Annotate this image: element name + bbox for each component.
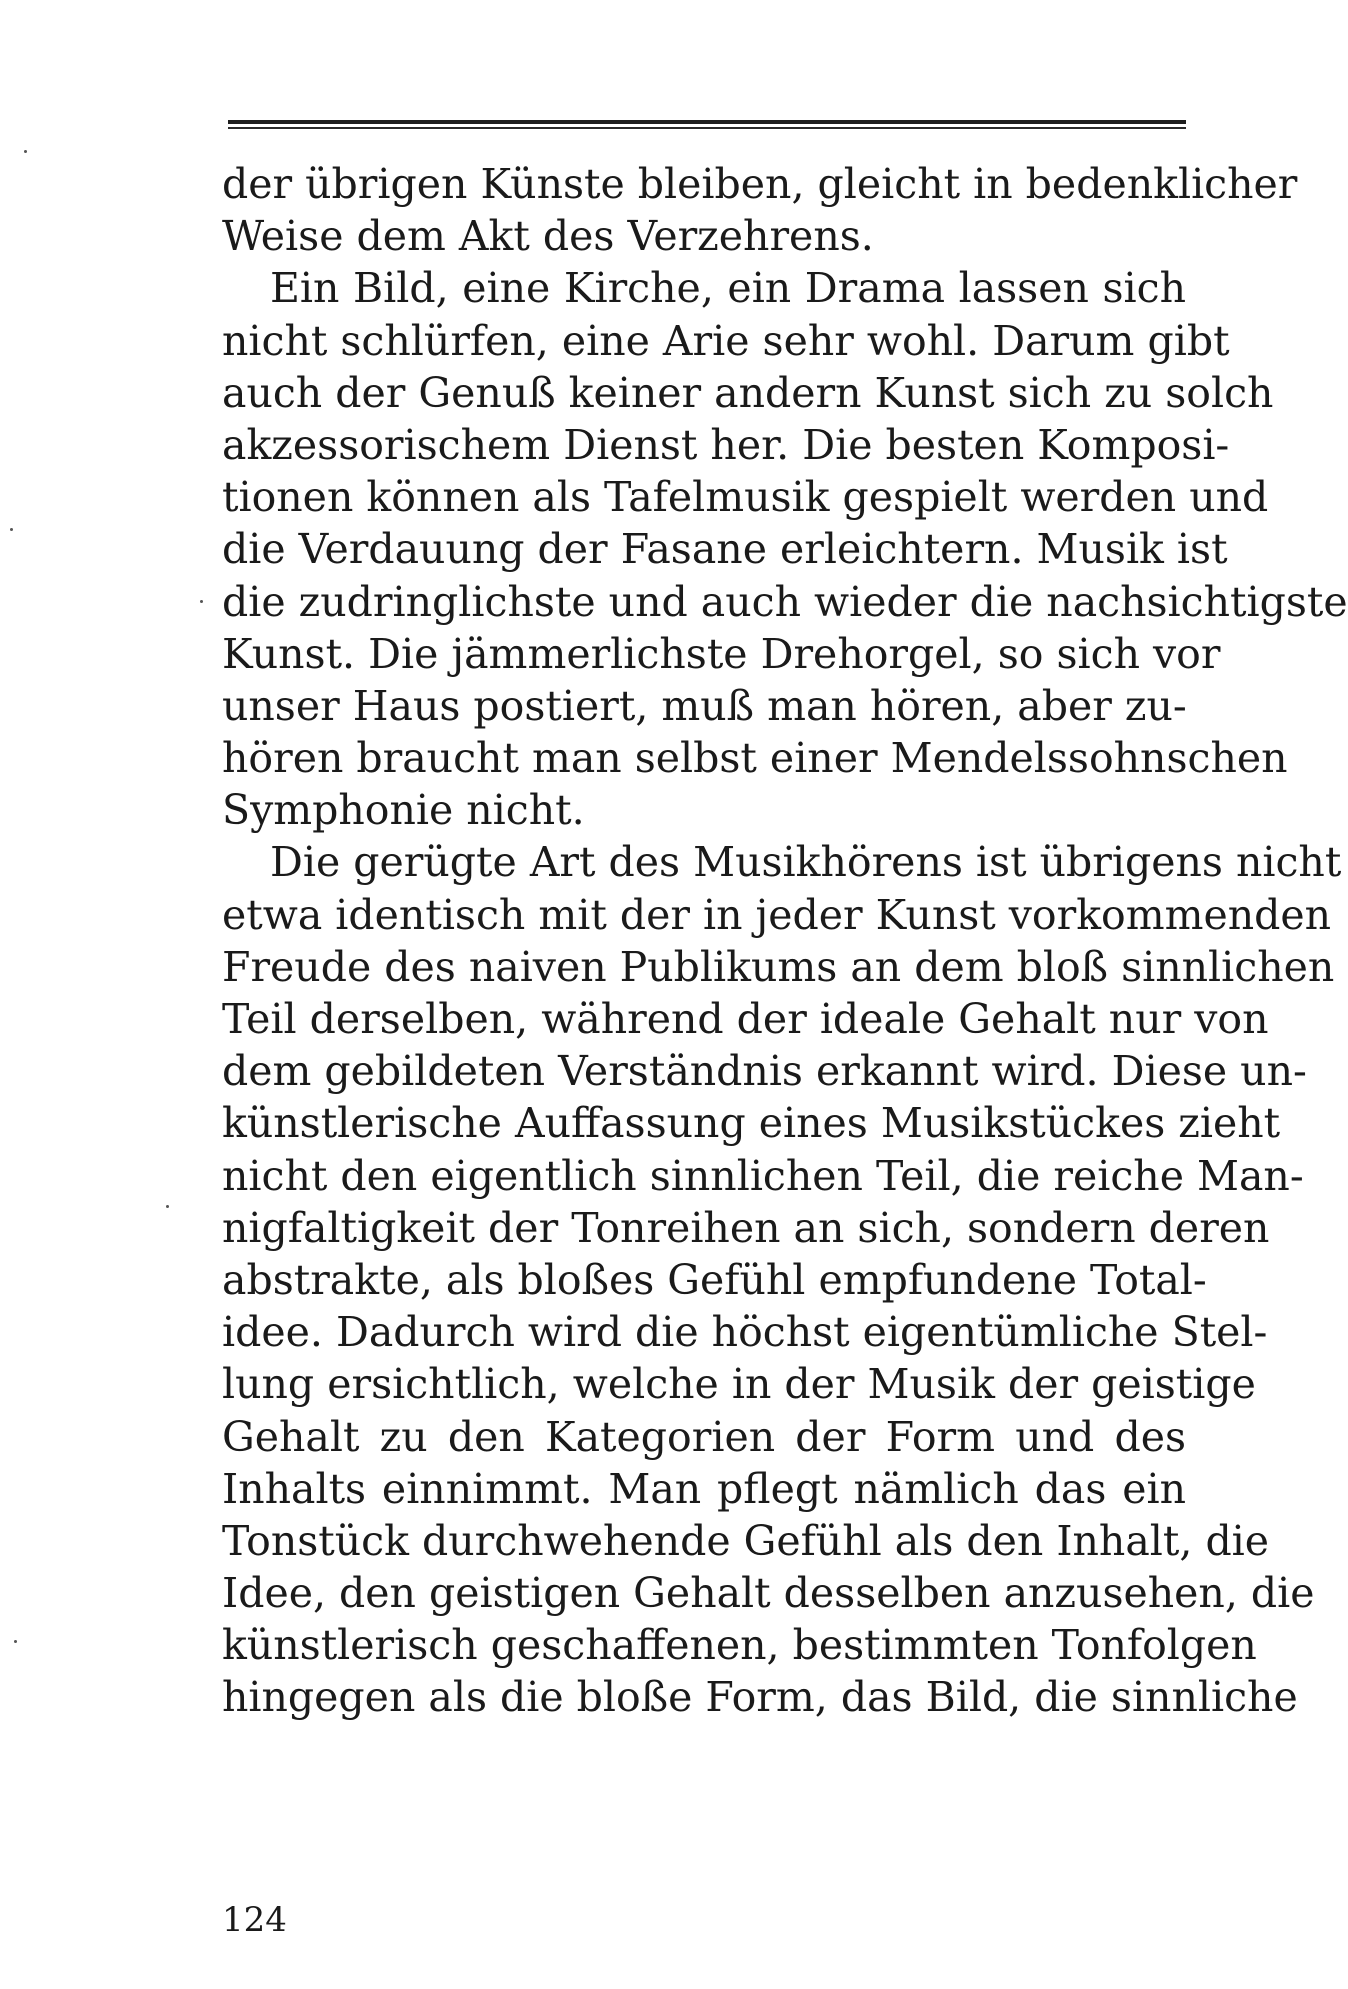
scan-speck xyxy=(200,600,203,603)
scan-speck xyxy=(24,150,27,153)
header-rule xyxy=(228,120,1186,128)
text-line: nicht schlürfen, eine Arie sehr wohl. Darum gibt xyxy=(222,316,1230,365)
header-rule-thin xyxy=(228,127,1186,129)
text-line: akzessorischem Dienst her. Die besten Komposi- xyxy=(222,420,1230,469)
scan-speck xyxy=(14,1640,17,1643)
text-line: lung ersichtlich, welche in der Musik der geistige xyxy=(222,1360,1256,1409)
text-line: künstlerisch geschaffenen, bestimmten Tonfolgen xyxy=(222,1621,1257,1670)
body-text xyxy=(222,158,1348,1724)
text-line: tionen können als Tafelmusik gespielt werden und xyxy=(222,473,1269,522)
text-line: Weise dem Akt des Verzehrens. xyxy=(222,212,874,261)
text-line: Tonstück durchwehende Gefühl als den Inhalt, die xyxy=(222,1516,1270,1565)
header-rule-thick xyxy=(228,120,1186,124)
text-line: idee. Dadurch wird die höchst eigentümliche Stel- xyxy=(222,1308,1268,1357)
text-line: abstrakte, als bloßes Gefühl empfundene Total- xyxy=(222,1255,1207,1304)
text-line: dem gebildeten Verständnis erkannt wird. Diese un- xyxy=(222,1047,1307,1096)
text-line: Symphonie nicht. xyxy=(222,786,585,835)
text-line: Freude des naiven Publikums an dem bloß sinnlichen xyxy=(222,942,1335,991)
text-line: nigfaltigkeit der Tonreihen an sich, sondern deren xyxy=(222,1203,1270,1252)
text-line: die Verdauung der Fasane erleichtern. Musik ist xyxy=(222,525,1228,574)
text-line: hingegen als die bloße Form, das Bild, die sinnliche xyxy=(222,1673,1298,1722)
text-line: unser Haus postiert, muß man hören, aber zu- xyxy=(222,681,1187,730)
scan-speck xyxy=(166,1205,169,1208)
text-line: Teil derselben, während der ideale Gehalt nur von xyxy=(222,995,1269,1043)
scan-speck xyxy=(10,528,13,531)
text-line: künstlerische Auffassung eines Musikstückes zieht xyxy=(222,1099,1281,1148)
text-line: Inhalts einnimmt. Man pflegt nämlich das ein xyxy=(222,1464,1186,1513)
text-line: auch der Genuß keiner andern Kunst sich zu solch xyxy=(222,368,1274,417)
text-line: hören braucht man selbst einer Mendelssohnschen xyxy=(222,734,1288,783)
text-line: Kunst. Die jämmerlichste Drehorgel, so sich vor xyxy=(222,629,1221,678)
text-line: Die gerügte Art des Musikhörens ist übrigens nicht xyxy=(270,838,1342,887)
text-line: der übrigen Künste bleiben, gleicht in bedenklicher xyxy=(222,160,1298,208)
text-line: Ein Bild, eine Kirche, ein Drama lassen sich xyxy=(270,264,1186,313)
text-line: die zudringlichste und auch wieder die nachsichtigste xyxy=(222,577,1348,626)
page-number: 124 xyxy=(222,1900,287,1940)
text-line: Idee, den geistigen Gehalt desselben anzusehen, die xyxy=(222,1569,1315,1618)
text-line: nicht den eigentlich sinnlichen Teil, die reiche Man- xyxy=(222,1151,1304,1200)
text-line: Gehalt zu den Kategorien der Form und des xyxy=(222,1412,1186,1461)
text-line: etwa identisch mit der in jeder Kunst vorkommenden xyxy=(222,890,1332,939)
